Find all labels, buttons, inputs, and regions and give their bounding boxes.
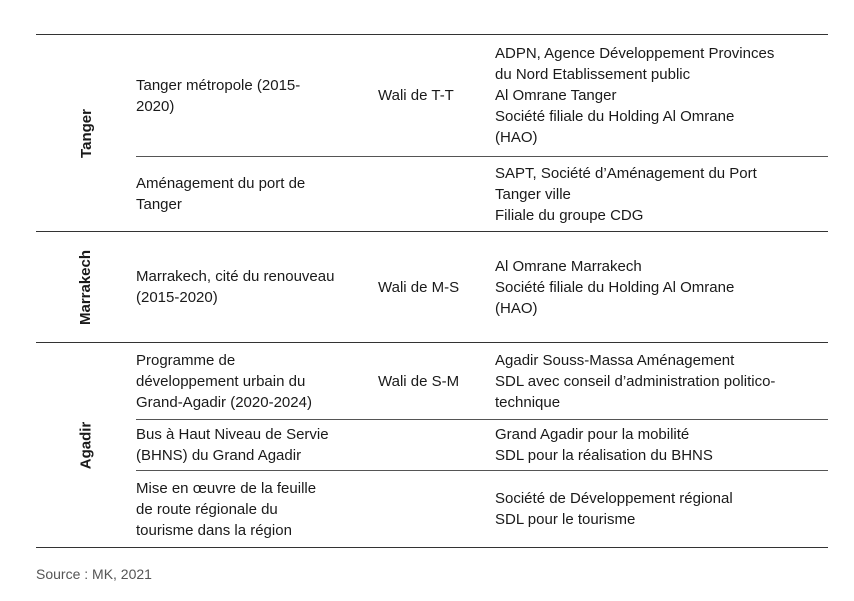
project-line: développement urbain du	[136, 372, 306, 390]
project-line: Mise en œuvre de la feuille	[136, 479, 317, 497]
pilot-cell: Wali de S-M	[378, 372, 460, 390]
operator-line: technique	[495, 393, 561, 411]
operator-line: SDL avec conseil d’administration politico-	[495, 372, 776, 390]
table-row	[136, 35, 828, 156]
operator-line: Tanger ville	[495, 185, 571, 203]
project-line: Programme de	[136, 351, 236, 369]
operator-line: Société de Développement régional	[495, 490, 733, 507]
operator-cell	[495, 424, 828, 466]
operator-line: (HAO)	[495, 299, 538, 317]
operator-cell	[495, 163, 828, 226]
pilot-cell: Wali de M-S	[378, 278, 460, 296]
operator-line: Al Omrane Marrakech	[495, 257, 642, 275]
pilot-cell: Wali de T-T	[378, 87, 454, 104]
project-cell	[136, 75, 378, 117]
table-row	[136, 470, 828, 547]
city-label: Tanger	[77, 108, 95, 158]
operator-line: (HAO)	[495, 129, 538, 146]
operator-line: Agadir Souss-Massa Aménagement	[495, 351, 735, 369]
project-cell	[136, 350, 378, 413]
table-row	[136, 343, 828, 419]
project-cell	[136, 424, 378, 466]
project-line: Marrakech, cité du renouveau	[136, 268, 335, 285]
operator-line: Filiale du groupe CDG	[495, 206, 644, 224]
operator-line: SDL pour le tourisme	[495, 511, 636, 528]
operator-cell	[495, 350, 828, 413]
project-line: tourisme dans la région	[136, 521, 292, 539]
table-row	[136, 156, 828, 231]
project-cell	[136, 173, 378, 215]
operator-cell	[495, 488, 828, 530]
operator-line: du Nord Etablissement public	[495, 66, 691, 83]
city-label-cell	[36, 35, 136, 231]
project-line: Bus à Haut Niveau de Servie	[136, 426, 329, 443]
city-label-cell	[36, 232, 136, 342]
operator-line: ADPN, Agence Développement Provinces	[495, 45, 775, 62]
operator-line: Société filiale du Holding Al Omrane	[495, 278, 735, 296]
project-line: Aménagement du port de	[136, 175, 306, 192]
city-label-cell	[36, 343, 136, 547]
city-label: Agadir	[77, 421, 95, 469]
city-label: Marrakech	[77, 249, 95, 325]
project-line: de route régionale du	[136, 500, 278, 518]
project-line: (BHNS) du Grand Agadir	[136, 447, 302, 464]
source-note: Source : MK, 2021	[36, 566, 152, 582]
project-line: 2020)	[136, 97, 175, 115]
table-row	[136, 232, 828, 342]
project-line: Grand-Agadir (2020-2024)	[136, 393, 312, 411]
table-row	[136, 419, 828, 470]
project-line: (2015-2020)	[136, 289, 218, 306]
operator-line: Société filiale du Holding Al Omrane	[495, 108, 735, 125]
operator-line: SAPT, Société d’Aménagement du Port	[495, 164, 757, 182]
operator-cell	[495, 256, 828, 319]
project-cell	[136, 478, 378, 541]
operator-line: Al Omrane Tanger	[495, 87, 617, 104]
project-line: Tanger métropole (2015-	[136, 76, 301, 94]
project-cell	[136, 266, 378, 308]
operator-line: Grand Agadir pour la mobilité	[495, 426, 690, 443]
projects-table	[36, 34, 828, 548]
group-tanger	[36, 35, 828, 231]
operator-cell	[495, 43, 828, 148]
operator-line: SDL pour la réalisation du BHNS	[495, 447, 713, 464]
group-agadir	[36, 342, 828, 547]
group-marrakech	[36, 231, 828, 342]
project-line: Tanger	[136, 196, 182, 213]
